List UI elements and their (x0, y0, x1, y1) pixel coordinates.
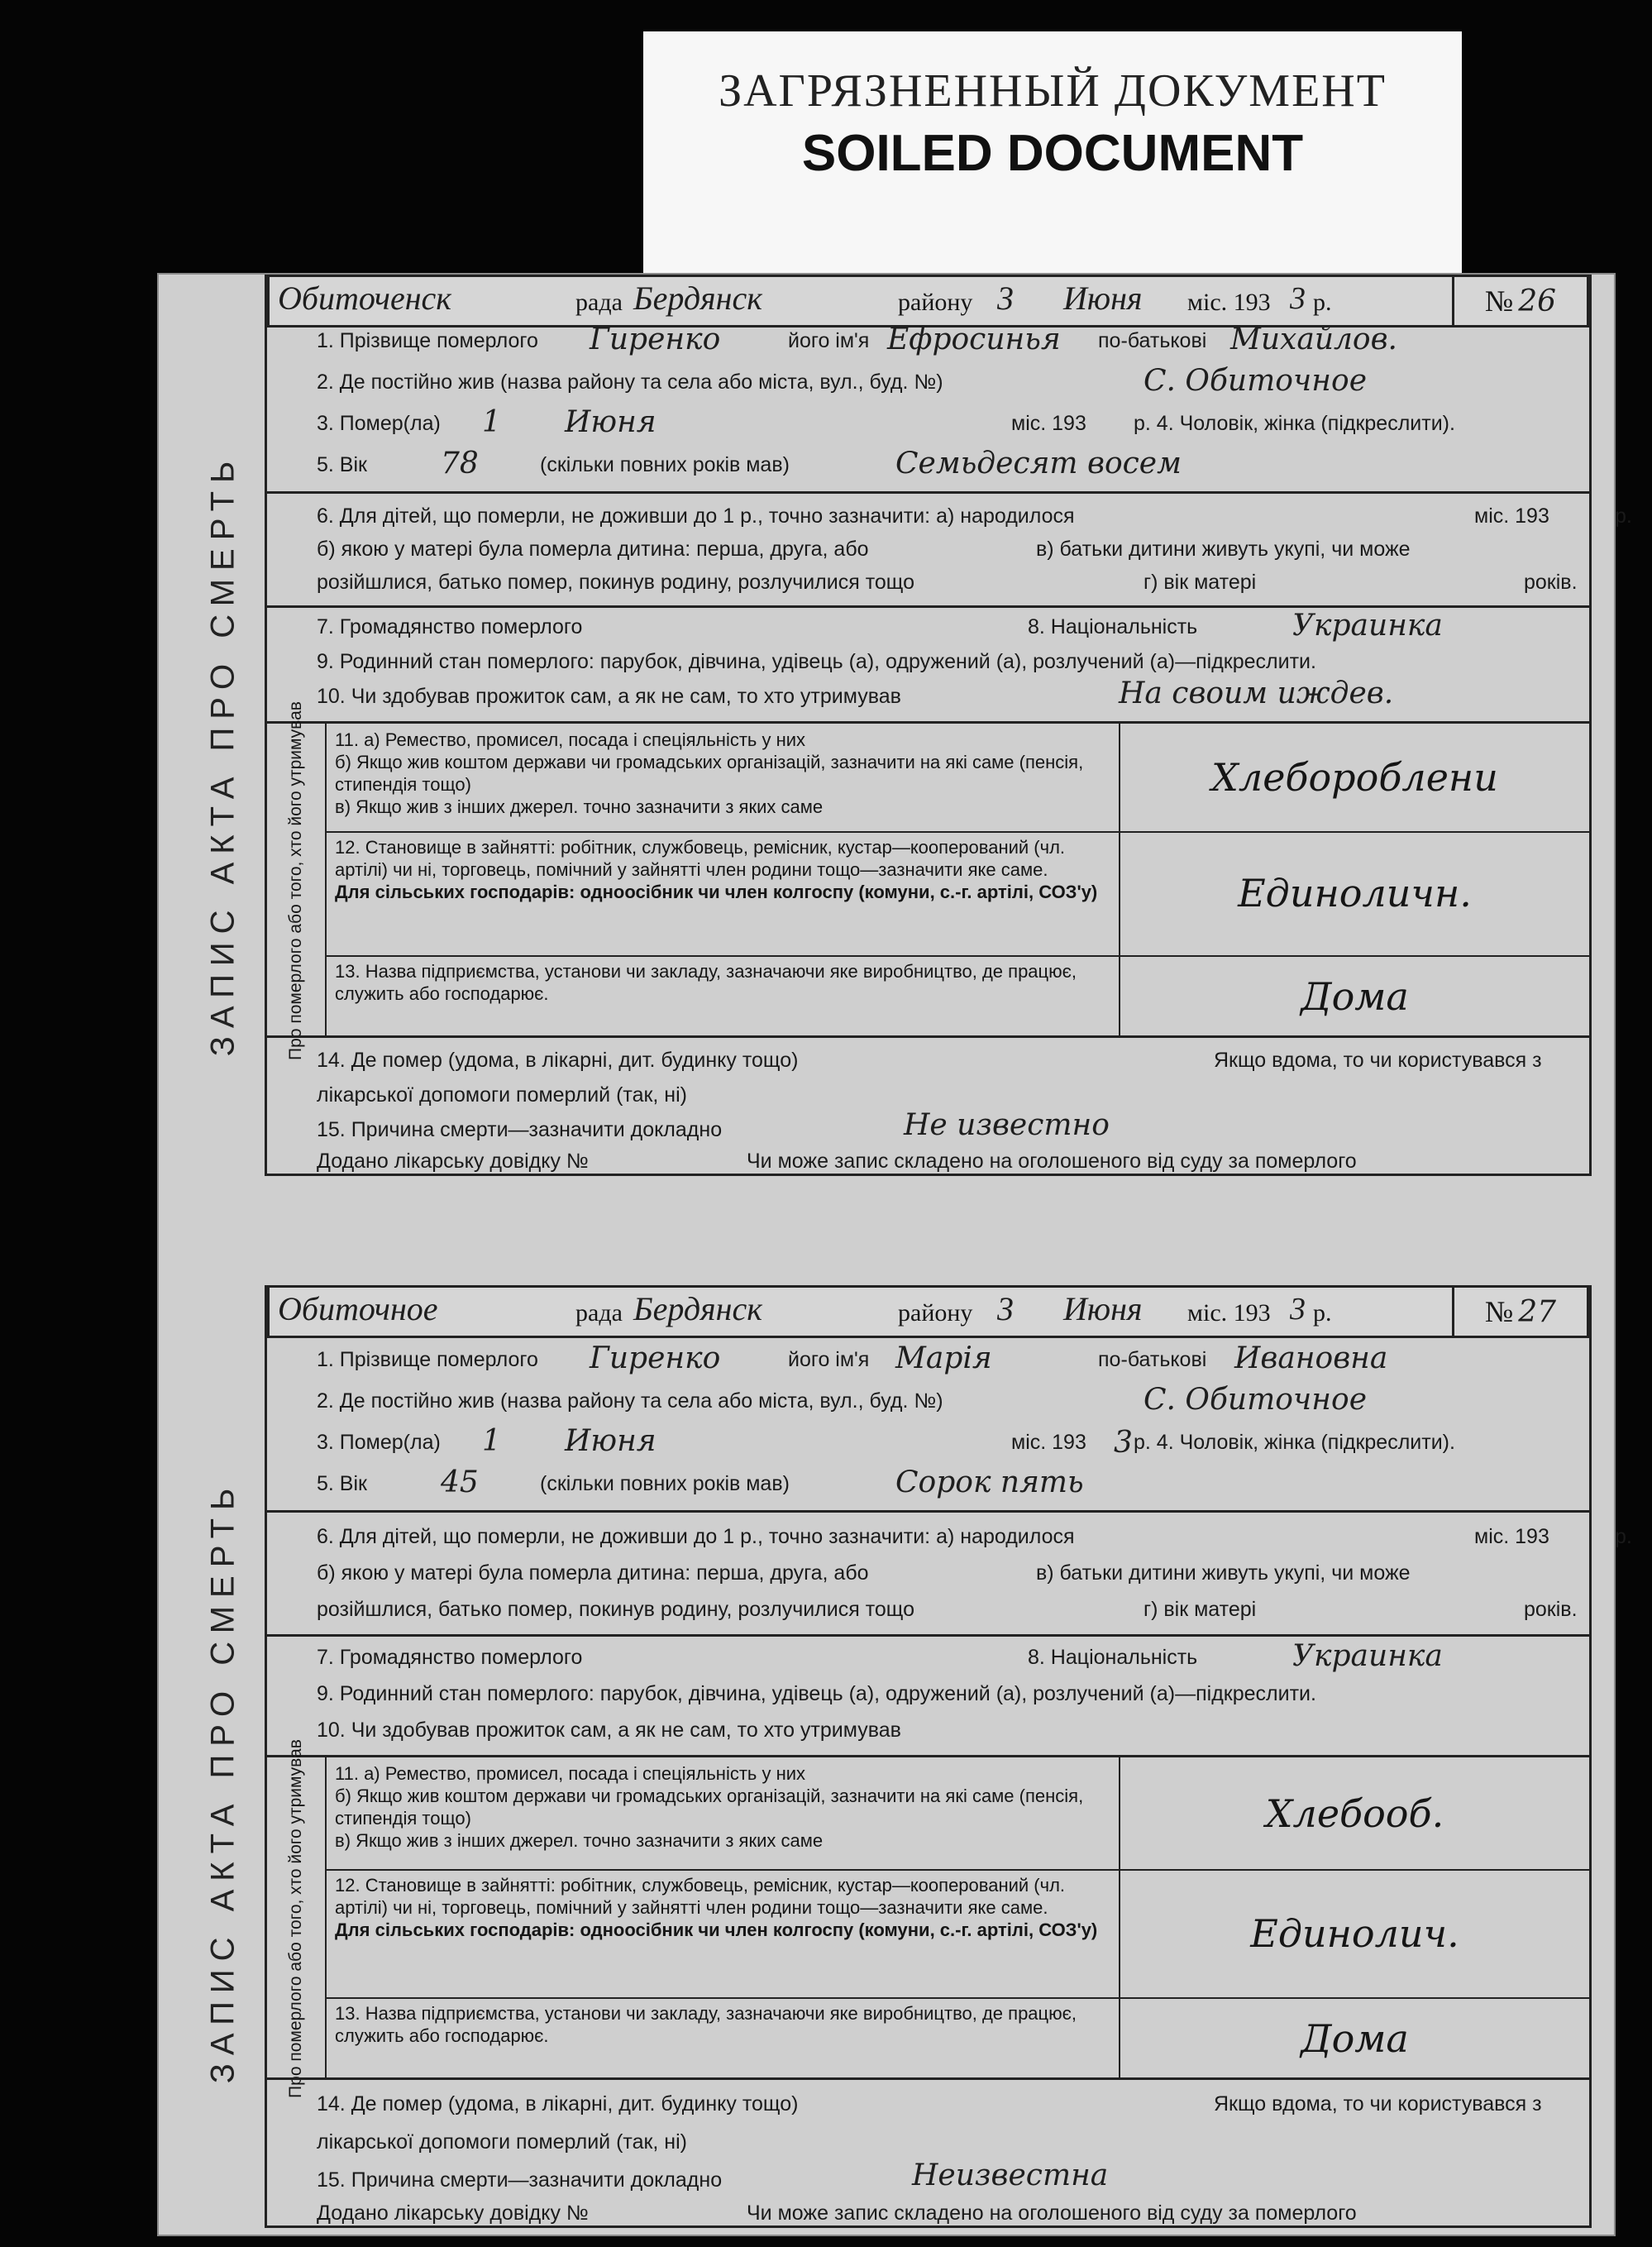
death-day: 1 (482, 405, 501, 439)
death-record-2 (182, 1285, 1632, 2228)
death-year: 3 (1114, 1426, 1133, 1460)
line-15-cause: 15. Причина смерти—зазначити докладно Неизвестна (317, 2159, 1109, 2192)
cause-of-death: Не известно (904, 1108, 1110, 1142)
age-words: Семьдесят восем (895, 447, 1182, 480)
occupation-block: Про померлого або того, хто його утримував 11. а) Ремество, промисел, посада і спеціяльність у них б) Якщо жив коштом держави чи громадських організацій, зазначити на які саме (пенсія, стипендія тощо) в) Якщо жив з інших джерел. точно зазначити з яких саме Хлебороблени 12. Становище в зайнятті: робітник, службовець, ремісник, кустар—кооперований (чл. артілі) чи ні, торговець, помічний у зайнятті член родини тощо—зазначити яке саме. Для сільських господарів: одноосібник чи член колгоспу (комуни, с.-г. артілі, СОЗ'у) Единоличн. 13. Назва підприємства, установи чи закладу, зазначаючи яке виробництво, де працює, служить або господарює. Дома (267, 721, 1589, 1038)
line-6-infant: 6. Для дітей, що померли, не доживши до 1 р., точно зазначити: а) народилося міс. 193 р. (317, 504, 1632, 528)
line-14-place: 14. Де помер (удома, в лікарні, дит. будинку тощо) Якщо вдома, то чи користувався з (317, 2092, 1542, 2116)
line-1-names: 1. Прізвище померлого Гиренко його ім'я Ефросинья по-батькові Михайлов. (317, 323, 1397, 356)
workplace: Дома (1301, 2016, 1409, 2061)
line-6-infant: 6. Для дітей, що померли, не доживши до 1 р., точно зазначити: а) народилося міс. 193 р. (317, 1525, 1632, 1548)
patronymic: Михайлов. (1230, 323, 1397, 356)
item-13: 13. Назва підприємства, установи чи закладу, зазначаючи яке виробництво, де працює, служить або господарює. (325, 955, 1119, 1038)
record-month: Июня (1063, 1290, 1143, 1327)
district-name: Бердянск (633, 280, 762, 317)
support: На своим иждев. (1119, 676, 1394, 710)
line-15-cause: 15. Причина смерти—зазначити докладно Не известно (317, 1108, 1110, 1142)
residence: С. Обиточное (1144, 364, 1367, 398)
line-9-marital: 9. Родинний стан померлого: парубок, дівчина, удівець (а), одружений (а), розлучений (а)—підкреслити. (317, 1682, 1316, 1705)
surname: Гиренко (590, 323, 721, 356)
cause-of-death: Неизвестна (912, 2159, 1109, 2192)
district-name: Бердянск (633, 1290, 762, 1327)
item-13: 13. Назва підприємства, установи чи закладу, зазначаючи яке виробництво, де працює, служить або господарює. (325, 1997, 1119, 2080)
line-2-residence: 2. Де постійно жив (назва району та села або міста, вул., буд. №) С. Обиточное (317, 1383, 1367, 1417)
occupation: Хлебооб. (1265, 1790, 1444, 1836)
line-7-citizenship: 7. Громадянство померлого 8. Національність Украинка (317, 1639, 1443, 1673)
raion-label: району (898, 289, 973, 316)
line-16-certificate: Додано лікарську довідку № Чи може запис складено на оголошеного від суду за померлого (317, 1150, 1357, 1173)
nationality: Украинка (1292, 1639, 1443, 1673)
age-words: Сорок пять (895, 1465, 1084, 1499)
line-5-age: 5. Вік 45 (скільки повних років мав) Сорок пять (317, 1465, 1084, 1499)
line-2-residence: 2. Де постійно жив (назва району та села або міста, вул., буд. №) С. Обиточное (317, 364, 1367, 398)
line-10-support: 10. Чи здобував прожиток сам, а як не сам, то хто утримував (317, 1719, 901, 1742)
record-number-box (1452, 1288, 1587, 1336)
occupation: Хлебороблени (1211, 755, 1498, 800)
patronymic: Ивановна (1234, 1341, 1388, 1375)
record-day: 3 (997, 280, 1014, 317)
record-header (267, 1285, 1589, 1338)
age: 78 (441, 447, 479, 480)
record-number: 26 (1518, 284, 1557, 318)
first-name: Марія (895, 1341, 992, 1375)
stamp-text-ru: ЗАГРЯЗНЕННЫЙ ДОКУМЕНТ (719, 65, 1387, 117)
record-number: 27 (1518, 1294, 1557, 1329)
line-5-age: 5. Вік 78 (скільки повних років мав) Семьдесят восем (317, 447, 1182, 480)
death-record-sheet (157, 273, 1632, 2236)
side-title: ЗАПИС АКТА ПРО СМЕРТЬ (204, 1480, 241, 2083)
item-12: 12. Становище в зайнятті: робітник, службовець, ремісник, кустар—кооперований (чл. артілі) чи ні, торговець, помічний у зайнятті член родини тощо—зазначити яке саме. Для сільських господарів: одноосібник чи член колгоспу (комуни, с.-г. артілі, СОЗ'у) (325, 831, 1119, 955)
line-14-place: 14. Де помер (удома, в лікарні, дит. будинку тощо) Якщо вдома, то чи користувався з (317, 1049, 1542, 1072)
soiled-document-stamp (643, 31, 1462, 275)
r-label: р. (1313, 1299, 1332, 1327)
age: 45 (441, 1465, 479, 1499)
record-month: Июня (1063, 280, 1143, 317)
first-name: Ефросинья (887, 323, 1061, 356)
employment-status: Единолич. (1250, 1910, 1459, 1956)
record-number-box (1452, 277, 1587, 325)
council-name: Обиточное (278, 1290, 438, 1327)
raion-label: району (898, 1299, 973, 1327)
employment-status: Единоличн. (1238, 871, 1472, 916)
line-7-citizenship: 7. Громадянство померлого 8. Національність Украинка (317, 609, 1443, 643)
line-9-marital: 9. Родинний стан померлого: парубок, дівчина, удівець (а), одружений (а), розлучений (а)—підкреслити. (317, 650, 1316, 673)
number-sign: № (1484, 1295, 1514, 1328)
r-label: р. (1313, 289, 1332, 316)
item-11: 11. а) Ремество, промисел, посада і спеціяльність у них б) Якщо жив коштом держави чи громадських організацій, зазначити на які саме (пенсія, стипендія тощо) в) Якщо жив з інших джерел. точно зазначити з яких саме (325, 1757, 1119, 1869)
rada-label: рада (575, 289, 623, 316)
record-header (267, 275, 1589, 327)
occupation-block: Про померлого або того, хто його утримував 11. а) Ремество, промисел, посада і спеціяльність у них б) Якщо жив коштом держави чи громадських організацій, зазначити на які саме (пенсія, стипендія тощо) в) Якщо жив з інших джерел. точно зазначити з яких саме Хлебооб. 12. Становище в зайнятті: робітник, службовець, ремісник, кустар—кооперований (чл. артілі) чи ні, торговець, помічний у зайнятті член родини тощо—зазначити яке саме. Для сільських господарів: одноосібник чи член колгоспу (комуни, с.-г. артілі, СОЗ'у) Единолич. 13. Назва підприємства, установи чи закладу, зазначаючи яке виробництво, де працює, служить або господарює. Дома (267, 1755, 1589, 2080)
mis-label: міс. 193 (1187, 1299, 1271, 1327)
item-11: 11. а) Ремество, промисел, посада і спеціяльність у них б) Якщо жив коштом держави чи громадських організацій, зазначити на які саме (пенсія, стипендія тощо) в) Якщо жив з інших джерел. точно зазначити з яких саме (325, 724, 1119, 831)
line-3-death-date: 3. Помер(ла) 1 Июня міс. 193 3 р. 4. Чоловік, жінка (підкреслити). (317, 1424, 1455, 1460)
record-day: 3 (997, 1290, 1014, 1327)
residence: С. Обиточное (1144, 1383, 1367, 1417)
item-12: 12. Становище в зайнятті: робітник, службовець, ремісник, кустар—кооперований (чл. артілі) чи ні, торговець, помічний у зайнятті член родини тощо—зазначити яке саме. Для сільських господарів: одноосібник чи член колгоспу (комуни, с.-г. артілі, СОЗ'у) (325, 1869, 1119, 1997)
rada-label: рада (575, 1299, 623, 1327)
line-10-support: 10. Чи здобував прожиток сам, а як не сам, то хто утримував На своим иждев. (317, 676, 1394, 710)
record-frame: Обиточное рада Бердянск району 3 Июня міс. 193 3 р. № 27 1. Прізвище померлого Гиренко його ім'я Марія по-батькові Ивановна 2. Де постійно жив (назва району та села або міста, вул., буд. №) С. Обиточное 3. Помер(ла) 1 Июня міс. 193 3 р. 4. Чоловік, жінка (підкреслити). 5. Вік 45 (скільки повних років мав) Сорок пять 6. Для дітей, що померли, не доживши до 1 р., точно зазначити: а) народилося міс. 193 р. б) якою у матері була померла дитина: перша, друга, або в) батьки дитини живуть укупі, чи може розійшлися, батько помер, покинув родину, розлучилися тощо г) вік матері років. 7. Громадянство померлого 8. Національність Украинка 9. Родинний стан померлого: парубок, дівчина, удівець (а), одружений (а), розлучений (а)—підкреслити. 10. Чи здобував прожиток сам, а як не сам, то хто утримував Про померлого або того, хто його утримував 11. а) Ремество, промисел, посада і спеціяльність у них б) Якщо жив коштом держави чи громадських організацій, зазначити на які саме (пенсія, стипендія тощо) в) Якщо жив з інших джерел. точно зазначити з яких саме Хлебооб. 12. Становище в зайнятті: робітник, службовець, ремісник, кустар—кооперований (чл. артілі) чи ні, торговець, помічний у зайнятті член родини тощо—зазначити яке саме. Для сільських господарів: одноосібник чи член колгоспу (комуни, с.-г. артілі, СОЗ'у) Единолич. 13. Назва підприємства, установи чи закладу, зазначаючи яке виробництво, де працює, служить або господарює. Дома 14. Де помер (удома, в лікарні, дит. будинку тощо) Якщо вдома, то чи користувався з лікарської допомоги померлий (так, ні) 15. Причина смерти—зазначити докладно Неизвестна Додано лікарську довідку № Чи може запис складено на оголошеного від суду за померлого (265, 1285, 1592, 2228)
death-day: 1 (482, 1424, 501, 1458)
workplace: Дома (1301, 974, 1409, 1019)
nationality: Украинка (1292, 609, 1443, 643)
line-3-death-date: 3. Помер(ла) 1 Июня міс. 193 р. 4. Чоловік, жінка (підкреслити). (317, 405, 1455, 439)
line-16-certificate: Додано лікарську довідку № Чи може запис складено на оголошеного від суду за померлого (317, 2202, 1357, 2225)
death-record-1 (182, 275, 1632, 1176)
record-year-digit: 3 (1290, 281, 1306, 316)
side-title: ЗАПИС АКТА ПРО СМЕРТЬ (204, 452, 241, 1056)
record-year-digit: 3 (1290, 1292, 1306, 1327)
record-frame: Обиточенск рада Бердянск району 3 Июня міс. 193 3 р. № 26 1. Прізвище померлого Гиренко його ім'я Ефросинья по-батькові Михайлов. 2. Де постійно жив (назва району та села або міста, вул., буд. №) С. Обиточное 3. Помер(ла) 1 Июня міс. 193 р. 4. Чоловік, жінка (підкреслити). 5. Вік 78 (скільки повних років мав) Семьдесят восем 6. Для дітей, що померли, не доживши до 1 р., точно зазначити: а) народилося міс. 193 р. б) якою у матері була померла дитина: перша, друга, або в) батьки дитини живуть укупі, чи може розійшлися, батько помер, покинув родину, розлучилися тощо г) вік матері років. 7. Громадянство померлого 8. Національність Украинка 9. Родинний стан померлого: парубок, дівчина, удівець (а), одружений (а), розлучений (а)—підкреслити. 10. Чи здобував прожиток сам, а як не сам, то хто утримував На своим иждев. Про померлого або того, хто його утримував 11. а) Ремество, промисел, посада і спеціяльність у них б) Якщо жив коштом держави чи громадських організацій, зазначити на які саме (пенсія, стипендія тощо) в) Якщо жив з інших джерел. точно зазначити з яких саме Хлебороблени 12. Становище в зайнятті: робітник, службовець, ремісник, кустар—кооперований (чл. артілі) чи ні, торговець, помічний у зайнятті член родини тощо—зазначити яке саме. Для сільських господарів: одноосібник чи член колгоспу (комуни, с.-г. артілі, СОЗ'у) Единоличн. 13. Назва підприємства, установи чи закладу, зазначаючи яке виробництво, де працює, служить або господарює. Дома 14. Де помер (удома, в лікарні, дит. будинку тощо) Якщо вдома, то чи користувався з лікарської допомоги померлий (так, ні) 15. Причина смерти—зазначити докладно Не известно Додано лікарську довідку № Чи може запис складено на оголошеного від суду за померлого (265, 275, 1592, 1176)
death-month: Июня (565, 1424, 657, 1458)
line-1-names: 1. Прізвище померлого Гиренко його ім'я Марія по-батькові Ивановна (317, 1341, 1388, 1375)
death-month: Июня (565, 405, 657, 439)
mis-label: міс. 193 (1187, 289, 1271, 316)
stamp-text-en: SOILED DOCUMENT (801, 125, 1304, 182)
surname: Гиренко (590, 1341, 721, 1375)
number-sign: № (1484, 284, 1514, 318)
council-name: Обиточенск (278, 280, 451, 317)
